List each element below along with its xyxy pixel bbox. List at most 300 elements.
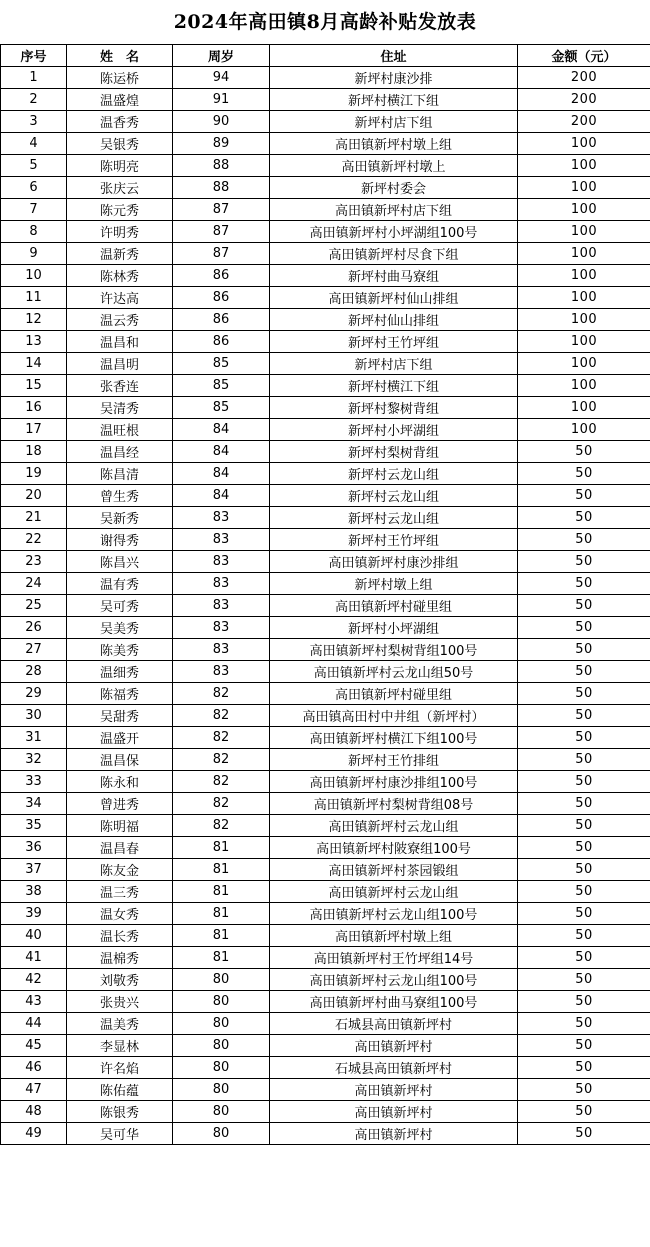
cell-amount: 100	[518, 397, 650, 419]
cell-amount: 50	[518, 859, 650, 881]
cell-address: 高田镇新坪村康沙排组	[270, 551, 518, 573]
cell-name: 吴新秀	[67, 507, 173, 529]
cell-amount: 200	[518, 89, 650, 111]
cell-serial-number: 23	[1, 551, 67, 573]
cell-address: 高田镇新坪村云龙山组100号	[270, 903, 518, 925]
cell-serial-number: 37	[1, 859, 67, 881]
cell-amount: 50	[518, 507, 650, 529]
cell-age: 86	[173, 331, 270, 353]
cell-address: 高田镇新坪村	[270, 1123, 518, 1145]
cell-name: 陈林秀	[67, 265, 173, 287]
header-name: 姓 名	[67, 45, 173, 67]
cell-address: 高田镇新坪村	[270, 1035, 518, 1057]
table-row	[1, 727, 650, 749]
cell-address: 新坪村小坪湖组	[270, 617, 518, 639]
cell-name: 许明秀	[67, 221, 173, 243]
cell-age: 86	[173, 309, 270, 331]
cell-age: 83	[173, 617, 270, 639]
cell-serial-number: 35	[1, 815, 67, 837]
cell-address: 高田镇新坪村茶园锻组	[270, 859, 518, 881]
cell-amount: 100	[518, 309, 650, 331]
cell-serial-number: 2	[1, 89, 67, 111]
table-row	[1, 595, 650, 617]
cell-name: 陈佑蕴	[67, 1079, 173, 1101]
cell-amount: 50	[518, 529, 650, 551]
cell-age: 80	[173, 1079, 270, 1101]
cell-amount: 50	[518, 947, 650, 969]
cell-amount: 50	[518, 815, 650, 837]
cell-age: 82	[173, 727, 270, 749]
cell-amount: 50	[518, 991, 650, 1013]
cell-serial-number: 29	[1, 683, 67, 705]
table-row	[1, 947, 650, 969]
cell-address: 高田镇新坪村墩上组	[270, 925, 518, 947]
cell-address: 新坪村云龙山组	[270, 485, 518, 507]
cell-amount: 50	[518, 1035, 650, 1057]
cell-address: 高田镇新坪村	[270, 1079, 518, 1101]
table-row	[1, 639, 650, 661]
table-row	[1, 199, 650, 221]
cell-serial-number: 1	[1, 67, 67, 89]
cell-age: 82	[173, 705, 270, 727]
cell-address: 新坪村委会	[270, 177, 518, 199]
cell-age: 83	[173, 661, 270, 683]
table-row	[1, 485, 650, 507]
cell-address: 高田镇新坪村云龙山组100号	[270, 969, 518, 991]
cell-amount: 50	[518, 639, 650, 661]
table-row	[1, 903, 650, 925]
cell-serial-number: 42	[1, 969, 67, 991]
table-row	[1, 1101, 650, 1123]
cell-address: 新坪村王竹排组	[270, 749, 518, 771]
cell-address: 新坪村曲马寮组	[270, 265, 518, 287]
table-row	[1, 925, 650, 947]
table-row	[1, 837, 650, 859]
cell-serial-number: 5	[1, 155, 67, 177]
cell-amount: 50	[518, 903, 650, 925]
cell-age: 80	[173, 1057, 270, 1079]
cell-serial-number: 30	[1, 705, 67, 727]
table-row	[1, 375, 650, 397]
cell-amount: 200	[518, 67, 650, 89]
cell-serial-number: 36	[1, 837, 67, 859]
cell-age: 87	[173, 199, 270, 221]
cell-serial-number: 12	[1, 309, 67, 331]
cell-name: 温旺根	[67, 419, 173, 441]
cell-amount: 100	[518, 221, 650, 243]
cell-serial-number: 31	[1, 727, 67, 749]
table-row	[1, 815, 650, 837]
cell-amount: 50	[518, 1123, 650, 1145]
cell-name: 温盛煌	[67, 89, 173, 111]
table-row	[1, 1035, 650, 1057]
cell-address: 高田镇新坪村碰里组	[270, 683, 518, 705]
table-row	[1, 969, 650, 991]
table-row	[1, 749, 650, 771]
cell-name: 陈昌清	[67, 463, 173, 485]
cell-amount: 100	[518, 155, 650, 177]
cell-age: 82	[173, 793, 270, 815]
cell-serial-number: 16	[1, 397, 67, 419]
cell-serial-number: 24	[1, 573, 67, 595]
cell-serial-number: 44	[1, 1013, 67, 1035]
cell-name: 温美秀	[67, 1013, 173, 1035]
cell-address: 高田镇新坪村梨树背组100号	[270, 639, 518, 661]
table-row	[1, 67, 650, 89]
cell-name: 温昌明	[67, 353, 173, 375]
table-row	[1, 441, 650, 463]
cell-age: 85	[173, 397, 270, 419]
table-row	[1, 89, 650, 111]
cell-address: 高田镇新坪村横江下组100号	[270, 727, 518, 749]
cell-amount: 100	[518, 133, 650, 155]
cell-address: 高田镇新坪村王竹坪组14号	[270, 947, 518, 969]
header-row	[1, 45, 650, 67]
cell-address: 新坪村横江下组	[270, 375, 518, 397]
cell-address: 高田镇新坪村墩上	[270, 155, 518, 177]
cell-address: 新坪村王竹坪组	[270, 529, 518, 551]
table-row	[1, 463, 650, 485]
cell-name: 许达高	[67, 287, 173, 309]
cell-address: 高田镇新坪村陂寮组100号	[270, 837, 518, 859]
cell-name: 吴甜秀	[67, 705, 173, 727]
cell-amount: 50	[518, 485, 650, 507]
header-serial-number: 序号	[1, 45, 67, 67]
page-title: 2024年高田镇8月高龄补贴发放表	[173, 11, 477, 33]
cell-amount: 50	[518, 573, 650, 595]
cell-amount: 100	[518, 243, 650, 265]
cell-name: 温新秀	[67, 243, 173, 265]
cell-amount: 100	[518, 419, 650, 441]
cell-amount: 50	[518, 595, 650, 617]
table-row	[1, 1123, 650, 1145]
table-row	[1, 529, 650, 551]
cell-address: 高田镇新坪村梨树背组08号	[270, 793, 518, 815]
cell-name: 温昌春	[67, 837, 173, 859]
table-row	[1, 881, 650, 903]
cell-address: 新坪村云龙山组	[270, 507, 518, 529]
cell-address: 高田镇新坪村曲马寮组100号	[270, 991, 518, 1013]
cell-name: 温香秀	[67, 111, 173, 133]
cell-address: 新坪村店下组	[270, 111, 518, 133]
cell-age: 81	[173, 903, 270, 925]
cell-amount: 50	[518, 661, 650, 683]
cell-name: 李显林	[67, 1035, 173, 1057]
cell-address: 新坪村梨树背组	[270, 441, 518, 463]
cell-age: 83	[173, 595, 270, 617]
cell-age: 81	[173, 947, 270, 969]
cell-age: 80	[173, 1101, 270, 1123]
cell-age: 82	[173, 771, 270, 793]
cell-serial-number: 40	[1, 925, 67, 947]
cell-serial-number: 22	[1, 529, 67, 551]
cell-amount: 100	[518, 353, 650, 375]
cell-serial-number: 25	[1, 595, 67, 617]
cell-age: 83	[173, 507, 270, 529]
header-age: 周岁	[173, 45, 270, 67]
cell-age: 80	[173, 969, 270, 991]
cell-amount: 50	[518, 463, 650, 485]
cell-age: 84	[173, 441, 270, 463]
cell-age: 82	[173, 815, 270, 837]
cell-name: 温细秀	[67, 661, 173, 683]
cell-age: 84	[173, 485, 270, 507]
cell-name: 温棉秀	[67, 947, 173, 969]
header-amount: 金额（元）	[518, 45, 650, 67]
cell-amount: 50	[518, 617, 650, 639]
cell-name: 谢得秀	[67, 529, 173, 551]
cell-address: 石城县高田镇新坪村	[270, 1013, 518, 1035]
cell-amount: 100	[518, 287, 650, 309]
cell-serial-number: 21	[1, 507, 67, 529]
cell-amount: 50	[518, 727, 650, 749]
cell-address: 新坪村云龙山组	[270, 463, 518, 485]
table-row	[1, 573, 650, 595]
cell-address: 石城县高田镇新坪村	[270, 1057, 518, 1079]
cell-amount: 50	[518, 749, 650, 771]
cell-address: 高田镇新坪村云龙山组	[270, 815, 518, 837]
cell-address: 高田镇新坪村店下组	[270, 199, 518, 221]
table-row	[1, 177, 650, 199]
table-row	[1, 859, 650, 881]
cell-name: 曾生秀	[67, 485, 173, 507]
cell-address: 高田镇新坪村尽食下组	[270, 243, 518, 265]
cell-address: 高田镇新坪村云龙山组50号	[270, 661, 518, 683]
cell-amount: 100	[518, 199, 650, 221]
cell-serial-number: 39	[1, 903, 67, 925]
cell-amount: 100	[518, 375, 650, 397]
cell-name: 刘敬秀	[67, 969, 173, 991]
cell-name: 陈明福	[67, 815, 173, 837]
cell-age: 83	[173, 573, 270, 595]
cell-name: 陈美秀	[67, 639, 173, 661]
table-row	[1, 155, 650, 177]
cell-name: 吴可华	[67, 1123, 173, 1145]
cell-address: 高田镇新坪村云龙山组	[270, 881, 518, 903]
cell-address: 新坪村墩上组	[270, 573, 518, 595]
cell-age: 81	[173, 881, 270, 903]
cell-age: 82	[173, 683, 270, 705]
cell-amount: 50	[518, 683, 650, 705]
cell-serial-number: 6	[1, 177, 67, 199]
cell-address: 新坪村小坪湖组	[270, 419, 518, 441]
cell-amount: 100	[518, 331, 650, 353]
cell-name: 陈友金	[67, 859, 173, 881]
cell-serial-number: 4	[1, 133, 67, 155]
cell-name: 温昌和	[67, 331, 173, 353]
cell-serial-number: 9	[1, 243, 67, 265]
cell-serial-number: 33	[1, 771, 67, 793]
cell-name: 陈明亮	[67, 155, 173, 177]
cell-amount: 50	[518, 925, 650, 947]
cell-age: 81	[173, 925, 270, 947]
cell-name: 温昌保	[67, 749, 173, 771]
cell-name: 温有秀	[67, 573, 173, 595]
cell-serial-number: 41	[1, 947, 67, 969]
cell-serial-number: 10	[1, 265, 67, 287]
table-row	[1, 265, 650, 287]
cell-address: 新坪村店下组	[270, 353, 518, 375]
cell-age: 80	[173, 1123, 270, 1145]
table-row	[1, 661, 650, 683]
cell-serial-number: 38	[1, 881, 67, 903]
cell-age: 83	[173, 639, 270, 661]
cell-age: 83	[173, 529, 270, 551]
cell-name: 张贵兴	[67, 991, 173, 1013]
cell-name: 吴清秀	[67, 397, 173, 419]
cell-name: 陈永和	[67, 771, 173, 793]
table-row	[1, 617, 650, 639]
cell-age: 84	[173, 419, 270, 441]
table-row	[1, 243, 650, 265]
table-row	[1, 991, 650, 1013]
table-row	[1, 705, 650, 727]
cell-name: 陈昌兴	[67, 551, 173, 573]
cell-address: 高田镇新坪村仙山排组	[270, 287, 518, 309]
cell-serial-number: 45	[1, 1035, 67, 1057]
cell-name: 张庆云	[67, 177, 173, 199]
cell-serial-number: 15	[1, 375, 67, 397]
table-row	[1, 771, 650, 793]
cell-age: 87	[173, 221, 270, 243]
table-row	[1, 221, 650, 243]
table-row	[1, 419, 650, 441]
subsidy-table	[0, 44, 650, 1145]
cell-age: 89	[173, 133, 270, 155]
cell-name: 温云秀	[67, 309, 173, 331]
cell-name: 陈银秀	[67, 1101, 173, 1123]
cell-serial-number: 3	[1, 111, 67, 133]
table-row	[1, 551, 650, 573]
cell-address: 新坪村黎树背组	[270, 397, 518, 419]
cell-amount: 50	[518, 1057, 650, 1079]
cell-age: 80	[173, 1035, 270, 1057]
cell-name: 吴可秀	[67, 595, 173, 617]
cell-address: 高田镇新坪村墩上组	[270, 133, 518, 155]
cell-amount: 50	[518, 1079, 650, 1101]
table-row	[1, 309, 650, 331]
cell-serial-number: 43	[1, 991, 67, 1013]
cell-age: 88	[173, 177, 270, 199]
cell-age: 83	[173, 551, 270, 573]
cell-amount: 50	[518, 551, 650, 573]
table-row	[1, 353, 650, 375]
cell-age: 81	[173, 837, 270, 859]
cell-age: 81	[173, 859, 270, 881]
cell-amount: 50	[518, 881, 650, 903]
cell-address: 高田镇新坪村康沙排组100号	[270, 771, 518, 793]
cell-serial-number: 14	[1, 353, 67, 375]
cell-amount: 50	[518, 793, 650, 815]
cell-name: 温长秀	[67, 925, 173, 947]
cell-age: 94	[173, 67, 270, 89]
cell-amount: 50	[518, 771, 650, 793]
cell-serial-number: 46	[1, 1057, 67, 1079]
cell-serial-number: 8	[1, 221, 67, 243]
cell-name: 陈福秀	[67, 683, 173, 705]
cell-address: 高田镇新坪村	[270, 1101, 518, 1123]
cell-amount: 50	[518, 705, 650, 727]
cell-address: 新坪村仙山排组	[270, 309, 518, 331]
cell-age: 86	[173, 265, 270, 287]
cell-name: 温盛开	[67, 727, 173, 749]
cell-serial-number: 7	[1, 199, 67, 221]
table-row	[1, 793, 650, 815]
cell-serial-number: 32	[1, 749, 67, 771]
cell-amount: 50	[518, 837, 650, 859]
cell-serial-number: 11	[1, 287, 67, 309]
cell-serial-number: 13	[1, 331, 67, 353]
cell-serial-number: 20	[1, 485, 67, 507]
table-body	[1, 67, 650, 1145]
cell-amount: 50	[518, 1013, 650, 1035]
cell-address: 高田镇新坪村碰里组	[270, 595, 518, 617]
table-row	[1, 683, 650, 705]
cell-age: 87	[173, 243, 270, 265]
table-row	[1, 397, 650, 419]
table-row	[1, 507, 650, 529]
cell-name: 张香连	[67, 375, 173, 397]
table-row	[1, 1013, 650, 1035]
header-address: 住址	[270, 45, 518, 67]
cell-name: 温昌经	[67, 441, 173, 463]
table-row	[1, 287, 650, 309]
cell-address: 新坪村横江下组	[270, 89, 518, 111]
cell-address: 高田镇新坪村小坪湖组100号	[270, 221, 518, 243]
cell-age: 80	[173, 1013, 270, 1035]
table-row	[1, 133, 650, 155]
cell-name: 吴美秀	[67, 617, 173, 639]
cell-age: 85	[173, 353, 270, 375]
cell-serial-number: 34	[1, 793, 67, 815]
cell-serial-number: 28	[1, 661, 67, 683]
cell-amount: 200	[518, 111, 650, 133]
cell-name: 吴银秀	[67, 133, 173, 155]
cell-amount: 50	[518, 441, 650, 463]
cell-amount: 100	[518, 177, 650, 199]
cell-age: 85	[173, 375, 270, 397]
cell-serial-number: 27	[1, 639, 67, 661]
cell-amount: 50	[518, 969, 650, 991]
table-row	[1, 331, 650, 353]
cell-age: 90	[173, 111, 270, 133]
cell-address: 新坪村王竹坪组	[270, 331, 518, 353]
cell-name: 陈元秀	[67, 199, 173, 221]
cell-name: 温三秀	[67, 881, 173, 903]
cell-serial-number: 17	[1, 419, 67, 441]
cell-amount: 50	[518, 1101, 650, 1123]
cell-serial-number: 48	[1, 1101, 67, 1123]
cell-age: 86	[173, 287, 270, 309]
table-row	[1, 1079, 650, 1101]
cell-serial-number: 18	[1, 441, 67, 463]
cell-serial-number: 49	[1, 1123, 67, 1145]
cell-serial-number: 26	[1, 617, 67, 639]
table-row	[1, 111, 650, 133]
cell-amount: 100	[518, 265, 650, 287]
cell-age: 91	[173, 89, 270, 111]
cell-name: 温女秀	[67, 903, 173, 925]
cell-serial-number: 19	[1, 463, 67, 485]
cell-name: 许名焰	[67, 1057, 173, 1079]
cell-age: 88	[173, 155, 270, 177]
cell-age: 80	[173, 991, 270, 1013]
cell-address: 新坪村康沙排	[270, 67, 518, 89]
cell-address: 高田镇高田村中井组（新坪村）	[270, 705, 518, 727]
cell-serial-number: 47	[1, 1079, 67, 1101]
cell-age: 82	[173, 749, 270, 771]
cell-name: 曾进秀	[67, 793, 173, 815]
